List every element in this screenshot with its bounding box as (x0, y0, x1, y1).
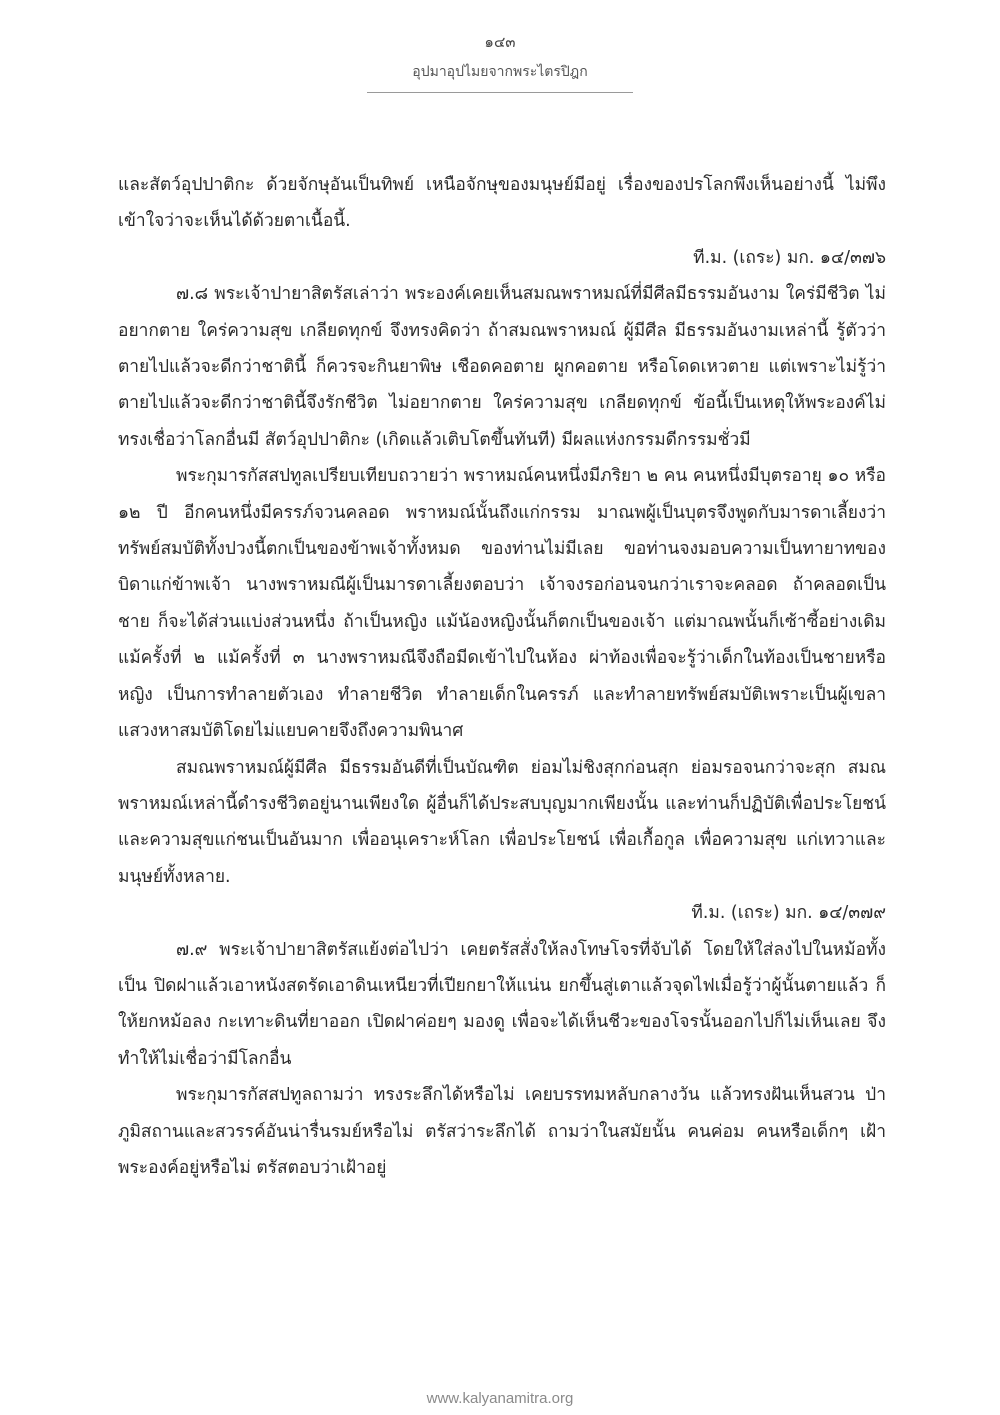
page-number: ๑๔๓ (484, 33, 516, 51)
citation-reference: ที.ม. (เถระ) มก. ๑๔/๓๗๖ (693, 247, 886, 268)
paragraph-dream-question: พระกุมารกัสสปทูลถามว่า ทรงระลึกได้หรือไม่ เคยบรรทมหลับกลางวัน แล้วทรงฝันเห็นสวน ป่า ภูมิสถานและสวรรค์อันน่ารื่นรมย์หรือไม่ ตรัสว่าระลึกได้ ถามว่าในสมัยนั้น คนค่อม คนหรือเด็กๆ เฝ้าพระองค์อยู่หรือไม่ ตรัสตอบว่าเฝ้าอยู่ (118, 1085, 886, 1178)
paragraph-kumara-kassapa-parable: พระกุมารกัสสปทูลเปรียบเทียบถวายว่า พราหมณ์คนหนึ่งมีภริยา ๒ คน คนหนึ่งมีบุตรอายุ ๑๐ หรือ ๑๒ ปี อีกคนหนึ่งมีครรภ์จวนคลอด พราหมณ์นั้นถึงแก่กรรม มาณพผู้เป็นบุตรจึงพูดกับมารดาเลี้ยงว่า ทรัพย์สมบัติทั้งปวงนี้ตกเป็นของข้าพเจ้าทั้งหมด ของท่านไม่มีเลย ขอท่านจงมอบความเป็นทายาทของบิดาแก่ข้าพเจ้า นางพราหมณีผู้เป็นมารดาเลี้ยงตอบว่า เจ้าจงรอก่อนจนกว่าเราจะคลอด ถ้าคลอดเป็นชาย ก็จะได้ส่วนแบ่งส่วนหนึ่ง ถ้าเป็นหญิง แม้น้องหญิงนั้นก็ตกเป็นของเจ้า แต่มาณพนั้นก็เซ้าซี้อย่างเดิม แม้ครั้งที่ ๒ แม้ครั้งที่ ๓ นางพราหมณีจึงถือมีดเข้าไปในห้อง ผ่าท้องเพื่อจะรู้ว่าเด็กในท้องเป็นชายหรือหญิง เป็นการทำลายตัวเอง ทำลายชีวิต ทำลายเด็กในครรภ์ และทำลายทรัพย์สมบัติเพราะเป็นผู้เขลา แสวงหาสมบัติโดยไม่แยบคายจึงถึงความพินาศ (118, 466, 886, 742)
page-header (0, 32, 1000, 93)
running-title: อุปมาอุปไมยจากพระไตรปิฎก (412, 64, 588, 80)
paragraph-virtuous-ascetics: สมณพราหมณ์ผู้มีศีล มีธรรมอันดีที่เป็นบัณฑิต ย่อมไม่ชิงสุกก่อนสุก ย่อมรอจนกว่าจะสุก สมณพราหมณ์เหล่านี้ดำรงชีวิตอยู่นานเพียงใด ผู้อื่นก็ได้ประสบบุญมากเพียงนั้น และท่านก็ปฏิบัติเพื่อประโยชน์ และความสุขแก่ชนเป็นอันมาก เพื่ออนุเคราะห์โลก เพื่อประโยชน์ เพื่อเกื้อกูล เพื่อความสุข แก่เทวาและมนุษย์ทั้งหลาย. (118, 757, 886, 887)
paragraph-7-8: ๗.๘ พระเจ้าปายาสิตรัสเล่าว่า พระองค์เคยเห็นสมณพราหมณ์ที่มีศีลมีธรรมอันงาม ใคร่มีชีวิต ไม่อยากตาย ใคร่ความสุข เกลียดทุกข์ จึงทรงคิดว่า ถ้าสมณพราหมณ์ ผู้มีศีล มีธรรมอันงามเหล่านี้ รู้ตัวว่าตายไปแล้วจะดีกว่าชาตินี้ ก็ควรจะกินยาพิษ เชือดคอตาย ผูกคอตาย หรือโดดเหวตาย แต่เพราะไม่รู้ว่าตายไปแล้วจะดีกว่าชาตินี้จึงรักชีวิต ไม่อยากตาย ใคร่ความสุข เกลียดทุกข์ ข้อนี้เป็นเหตุให้พระองค์ไม่ทรงเชื่อว่าโลกอื่นมี สัตว์อุปปาติกะ (เกิดแล้วเติบโตขึ้นทันที) มีผลแห่งกรรมดีกรรมชั่วมี (118, 284, 886, 450)
website-footer: www.kalyanamitra.org (426, 1390, 574, 1407)
paragraph-continuation: และสัตว์อุปปาติกะ ด้วยจักษุอันเป็นทิพย์ เหนือจักษุของมนุษย์มีอยู่ เรื่องของปรโลกพึงเห็นอย่างนี้ ไม่พึงเข้าใจว่าจะเห็นได้ด้วยตาเนื้อนี้. (118, 175, 886, 232)
header-divider (367, 92, 633, 93)
document-body (118, 167, 886, 1186)
paragraph-7-9: ๗.๙ พระเจ้าปายาสิตรัสแย้งต่อไปว่า เคยตรัสสั่งให้ลงโทษโจรที่จับได้ โดยให้ใส่ลงไปในหม้อทั้งเป็น ปิดฝาแล้วเอาหนังสดรัดเอาดินเหนียวที่เปียกยาให้แน่น ยกขึ้นสู่เตาแล้วจุดไฟเมื่อรู้ว่าผู้นั้นตายแล้ว ก็ให้ยกหม้อลง กะเทาะดินที่ยาออก เปิดฝาค่อยๆ มองดู เพื่อจะได้เห็นชีวะของโจรนั้นออกไปก็ไม่เห็นเลย จึงทำให้ไม่เชื่อว่ามีโลกอื่น (118, 939, 886, 1069)
citation-reference: ที.ม. (เถระ) มก. ๑๔/๓๗๙ (691, 903, 886, 924)
